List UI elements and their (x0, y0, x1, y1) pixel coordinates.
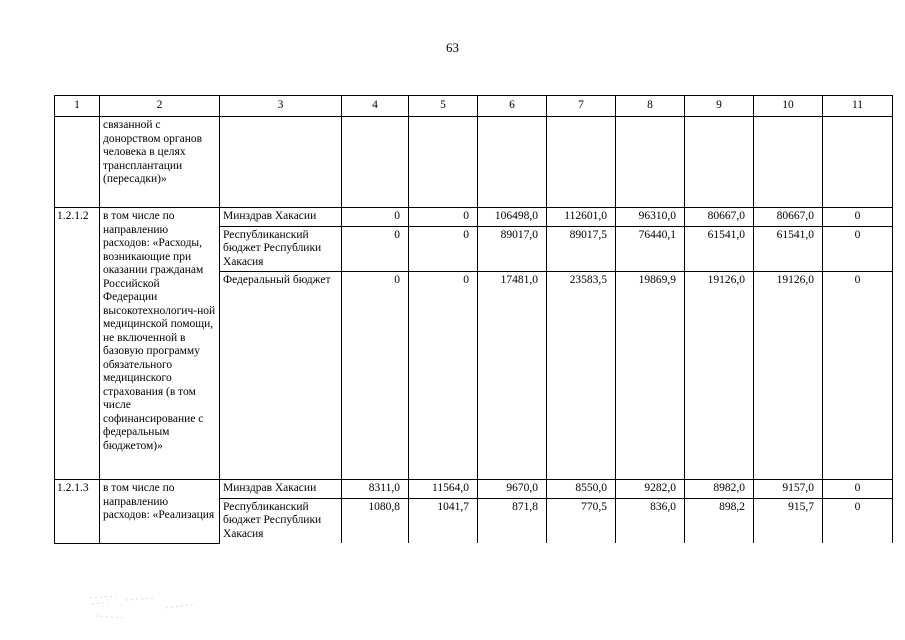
value-cell: 8311,0 (342, 480, 409, 499)
description-cell: в том числе по направлению расходов: «Реализация (100, 480, 220, 544)
value-cell: 9670,0 (478, 480, 547, 499)
header-cell: 1 (55, 96, 100, 117)
value-cell (823, 117, 893, 208)
scan-smudge (86, 588, 206, 628)
value-cell: 106498,0 (478, 208, 547, 227)
source-cell (220, 117, 342, 208)
table-row (55, 208, 893, 227)
header-cell: 7 (547, 96, 616, 117)
code-cell (55, 117, 100, 208)
value-cell: 89017,5 (547, 226, 616, 272)
value-cell: 915,7 (754, 498, 823, 543)
header-cell: 6 (478, 96, 547, 117)
header-cell: 5 (409, 96, 478, 117)
value-cell: 1041,7 (409, 498, 478, 543)
header-cell: 8 (616, 96, 685, 117)
value-cell: 9282,0 (616, 480, 685, 499)
value-cell: 0 (823, 498, 893, 543)
source-cell: Минздрав Хакасии (220, 480, 342, 499)
value-cell: 0 (823, 208, 893, 227)
budget-table (54, 95, 893, 544)
value-cell: 23583,5 (547, 272, 616, 480)
value-cell: 61541,0 (754, 226, 823, 272)
value-cell: 96310,0 (616, 208, 685, 227)
value-cell: 0 (342, 208, 409, 227)
value-cell: 0 (409, 226, 478, 272)
value-cell: 0 (409, 272, 478, 480)
value-cell: 11564,0 (409, 480, 478, 499)
value-cell: 19869,9 (616, 272, 685, 480)
value-cell: 80667,0 (685, 208, 754, 227)
source-cell: Минздрав Хакасии (220, 208, 342, 227)
value-cell (547, 117, 616, 208)
value-cell (616, 117, 685, 208)
value-cell: 0 (823, 226, 893, 272)
source-cell: Республиканский бюджет Республики Хакасия (220, 226, 342, 272)
value-cell: 9157,0 (754, 480, 823, 499)
header-cell: 3 (220, 96, 342, 117)
value-cell: 112601,0 (547, 208, 616, 227)
value-cell (685, 117, 754, 208)
value-cell: 19126,0 (754, 272, 823, 480)
value-cell: 871,8 (478, 498, 547, 543)
continuation-row (55, 117, 893, 208)
value-cell: 0 (342, 272, 409, 480)
description-cell: связанной с донорством органов человека в целях трансплантации (пересадки)» (100, 117, 220, 208)
value-cell: 19126,0 (685, 272, 754, 480)
value-cell (409, 117, 478, 208)
value-cell: 61541,0 (685, 226, 754, 272)
value-cell: 0 (342, 226, 409, 272)
value-cell: 770,5 (547, 498, 616, 543)
header-cell: 9 (685, 96, 754, 117)
header-cell: 4 (342, 96, 409, 117)
code-cell: 1.2.1.3 (55, 480, 100, 544)
value-cell: 89017,0 (478, 226, 547, 272)
table-row (55, 480, 893, 499)
value-cell: 8550,0 (547, 480, 616, 499)
value-cell: 80667,0 (754, 208, 823, 227)
header-row (55, 96, 893, 117)
code-cell: 1.2.1.2 (55, 208, 100, 480)
header-cell: 11 (823, 96, 893, 117)
value-cell (754, 117, 823, 208)
value-cell: 8982,0 (685, 480, 754, 499)
value-cell (478, 117, 547, 208)
description-cell: в том числе по направлению расходов: «Расходы, возникающие при оказании гражданам Российской Федерации высокотехнологич-ной медицинской помощи, не включенной в базовую программу обязательного медицинского страхования (в том числе софинансирование с федеральным бюджетом)» (100, 208, 220, 480)
value-cell: 0 (823, 480, 893, 499)
value-cell: 17481,0 (478, 272, 547, 480)
source-cell: Республиканский бюджет Республики Хакасия (220, 498, 342, 543)
source-cell: Федеральный бюджет (220, 272, 342, 480)
value-cell: 898,2 (685, 498, 754, 543)
value-cell (342, 117, 409, 208)
page-number: 63 (446, 40, 459, 55)
value-cell: 0 (823, 272, 893, 480)
header-cell: 10 (754, 96, 823, 117)
value-cell: 0 (409, 208, 478, 227)
value-cell: 76440,1 (616, 226, 685, 272)
value-cell: 1080,8 (342, 498, 409, 543)
value-cell: 836,0 (616, 498, 685, 543)
header-cell: 2 (100, 96, 220, 117)
